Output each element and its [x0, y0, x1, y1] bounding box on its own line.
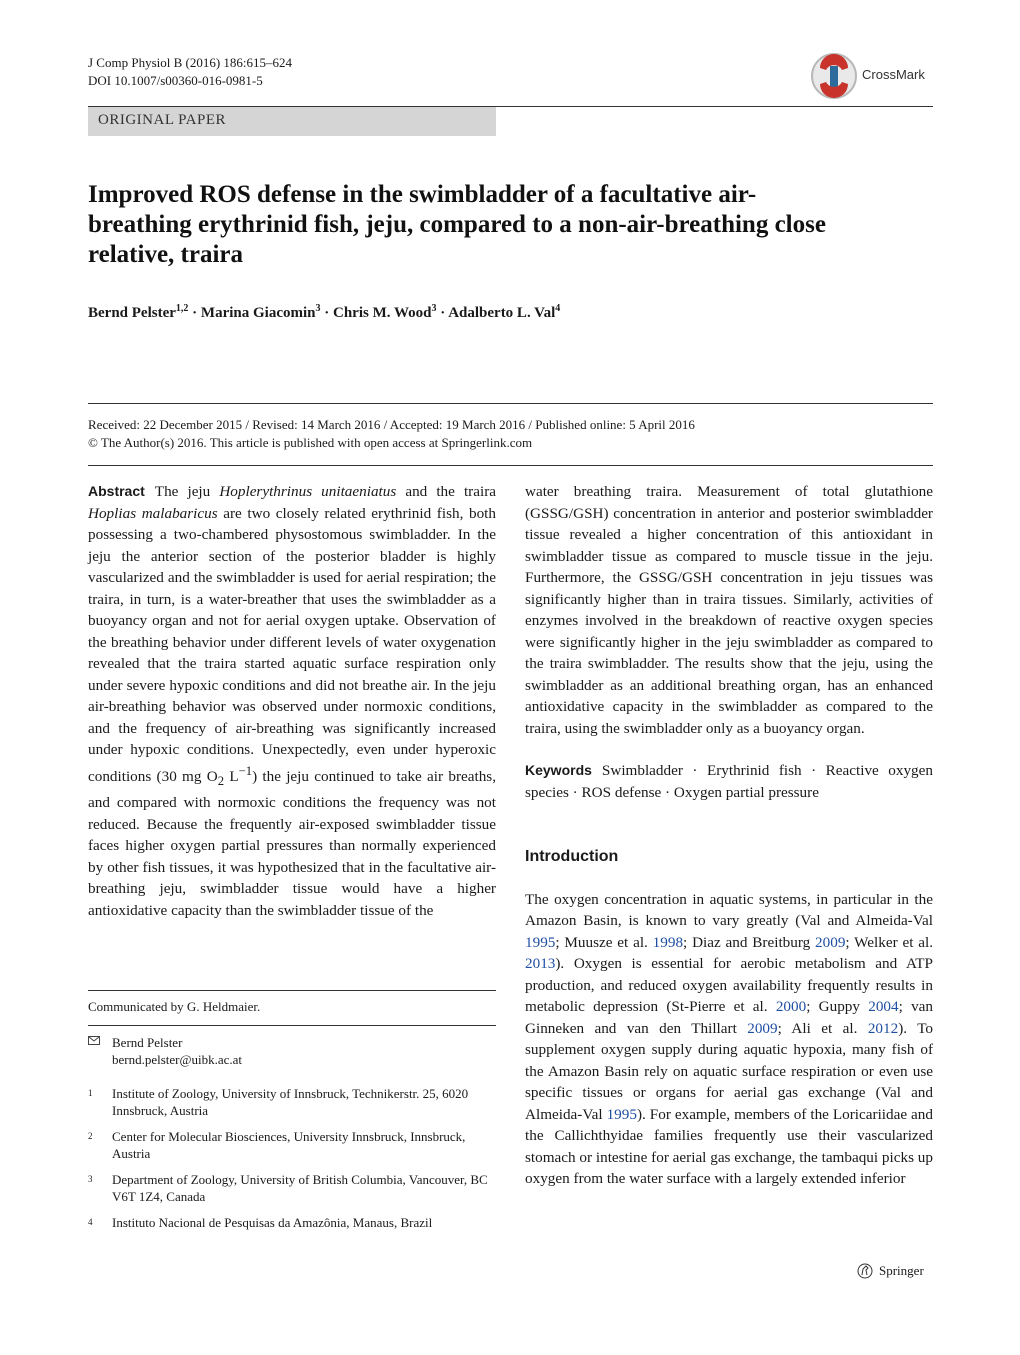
author-name[interactable]: Adalberto L. Val [448, 305, 556, 321]
envelope-icon [88, 1036, 100, 1045]
keywords-text: Swimbladder · Erythrinid fish · Reactive oxygen species · ROS defense · Oxygen partial pressure [525, 762, 933, 801]
citation-link[interactable]: 1998 [652, 933, 684, 951]
author-name[interactable]: Marina Giacomin [200, 305, 316, 321]
citation-link[interactable]: 2009 [815, 933, 846, 951]
affiliation-text: Instituto Nacional de Pesquisas da Amazônia, Manaus, Brazil [112, 1215, 433, 1230]
article-dates [88, 416, 933, 452]
crossmark-badge[interactable] [810, 52, 940, 102]
affiliation-number: 4 [88, 1217, 93, 1227]
publication-history: Received: 22 December 2015 / Revised: 14 March 2016 / Accepted: 19 March 2016 / Published online: 5 April 2016 [88, 417, 695, 432]
corresponding-name: Bernd Pelster [112, 1035, 183, 1050]
abstract-text: and the traira [396, 483, 496, 500]
subscript: 2 [217, 773, 225, 788]
affiliation-text: Department of Zoology, University of British Columbia, Vancouver, BC V6T 1Z4, Canada [112, 1172, 488, 1204]
citation-link[interactable]: 1995 [606, 1105, 637, 1123]
abstract-text: The jeju [154, 483, 220, 500]
citation-link[interactable]: 2013 [525, 955, 556, 972]
affiliation-number: 2 [88, 1131, 93, 1141]
crossmark-label: CrossMark [862, 67, 925, 82]
superscript: −1 [238, 763, 253, 778]
author-separator: · [320, 305, 333, 321]
crossmark-icon [810, 52, 858, 100]
dates-rule-bottom [88, 465, 933, 466]
citation-link[interactable]: 2000 [775, 998, 807, 1015]
springer-horse-icon [857, 1262, 873, 1280]
footnote-list [88, 1034, 496, 1234]
author-affiliation: 1,2 [175, 303, 189, 314]
journal-citation: J Comp Physiol B (2016) 186:615–624 [88, 55, 293, 70]
author-affiliation: 3 [431, 303, 437, 314]
corresponding-details [112, 1034, 492, 1068]
paper-type-band [88, 107, 496, 136]
abstract-heading: Abstract [88, 483, 145, 499]
species-name: Hoplias malabaricus [88, 504, 218, 522]
affiliation-number: 3 [88, 1174, 93, 1184]
affiliation-text: Center for Molecular Biosciences, University Innsbruck, Innsbruck, Austria [112, 1129, 466, 1161]
footnote-rule-2 [88, 1025, 496, 1026]
copyright-line: © The Author(s) 2016. This article is published with open access at Springerlink.com [88, 435, 533, 450]
abstract-paragraph: Abstract The jeju Hoplerythrinus unitaeniatus and the traira Hoplias malabaricus are two closely related erythrinid fish, both possessing a two-chambered physostomous swimbladder. In the jeju the anterior section of the posterior bladder is highly vascularized and the swimbladder is used for aerial respiration; the traira, in turn, is a water-breather that uses the swimbladder as a buoyancy organ and not for aerial oxygen uptake. Observation of the breathing behavior under different levels of water oxygenation revealed that the traira started aquatic surface respiration only under severe hypoxic conditions and did not breathe air. In the jeju air-breathing behavior was observed under normoxic conditions, and the frequency of air-breathing was significantly increased under hypoxic conditions. Unexpectedly, even under hyperoxic conditions (30 mg $O_2$ $L^{-1}$) the jeju continued to take air breaths, and compared with normoxic conditions the frequency was not reduced. Because the frequently air-exposed swimbladder tissue faces higher oxygen partial pressures than normally experienced by other fish tissues, it was hypothesized that in the facultative air-breathing jeju, swimbladder tissue would have a higher antioxidative capacity than the swimbladder tissue of the [88, 483, 496, 919]
introduction-heading: Introduction [525, 848, 619, 865]
citation-link[interactable]: 2004 [868, 998, 899, 1015]
dates-rule-top [88, 403, 933, 404]
author-separator: · [188, 305, 201, 321]
email-link[interactable]: bernd.pelster@uibk.ac.at [112, 1052, 243, 1067]
publisher-mark [857, 1262, 937, 1282]
abstract-text: are two closely related erythrinid fish, both possessing a two-chambered physostomous swimbladder. In the jeju the anterior section of the posterior bladder is highly vascularized and the swimbladder is used for aerial respiration; the traira, in turn, is a water-breather that uses the swimbladder as a buoyancy organ and not for aerial oxygen uptake. Observation of the breathing behavior under different levels of water oxygenation revealed that the traira started aquatic surface respiration only under severe hypoxic conditions and did not breathe air. In the jeju air-breathing behavior was observed under normoxic conditions, and the frequency of air-breathing was significantly increased under hypoxic conditions. Unexpectedly, even under hyperoxic conditions (30 mg O [88, 504, 496, 785]
author-separator: · [436, 305, 449, 321]
communicated-by: Communicated by G. Heldmaier. [88, 999, 261, 1014]
footnote-rule [88, 990, 496, 991]
paper-type-label: ORIGINAL PAPER [98, 112, 226, 128]
publisher-name: Springer [879, 1263, 924, 1278]
author-list [88, 298, 933, 324]
journal-header [88, 54, 292, 90]
affiliation-number: 1 [88, 1088, 93, 1098]
citation-link[interactable]: 1995 [525, 933, 556, 951]
keywords-block [525, 760, 933, 803]
affiliation-text: Institute of Zoology, University of Innsbruck, Technikerstr. 25, 6020 Innsbruck, Austria [112, 1086, 469, 1118]
author-affiliation: 3 [315, 303, 321, 314]
article-title: Improved ROS defense in the swimbladder of a facultative air-breathing erythrinid fish, jeju, compared to a non-air-breathing close relative, traira [88, 181, 826, 268]
author-name[interactable]: Bernd Pelster [88, 305, 176, 321]
abstract-left [88, 481, 496, 921]
doi[interactable]: DOI 10.1007/s00360-016-0981-5 [88, 73, 263, 88]
species-name: Hoplerythrinus unitaeniatus [219, 483, 397, 500]
citation-link[interactable]: 2012 [867, 1019, 899, 1037]
keywords-heading: Keywords [525, 762, 592, 778]
author-name[interactable]: Chris M. Wood [333, 305, 432, 321]
abstract-continuation: water breathing traira. Measurement of total glutathione (GSSG/GSH) concentration in anterior and posterior swimbladder tissue revealed a higher concentration of this antioxidant in swimbladder tissue as compared to muscle tissue in the jeju. Furthermore, the GSSG/GSH concentration in jeju tissues was significantly higher than in traira tissues. Similarly, activities of enzymes involved in the breakdown of reactive oxygen species were significantly higher in the jeju swimbladder as compared to the traira swimbladder. The results show that the jeju, using the swimbladder as an additional breathing organ, has an enhanced antioxidative capacity in the swimbladder as compared to the traira, using the swimbladder only as a buoyancy organ. [525, 483, 933, 737]
introduction-paragraph: The oxygen concentration in aquatic systems, in particular in the Amazon Basin, is known to vary greatly (Val and Almeida-Val 1995; Muusze et al. 1998; Diaz and Breitburg 2009; Welker et al. 2013). Oxygen is essential for aerobic metabolism and ATP production, and reduced oxygen availability frequently results in metabolic depression (St-Pierre et al. 2000; Guppy 2004; van Ginneken and van den Thillart 2009; Ali et al. 2012). To supplement oxygen supply during aquatic hypoxia, many fish of the Amazon Basin rely on aquatic surface respiration or even use specific tissues or organs for aerial gas exchange (Val and Almeida-Val 1995). For example, members of the Loricariidae and the Callichthyidae families frequently use their vascularized stomach or intestine for aerial gas exchange, the tambaqui picks up oxygen from the water surface with a largely extended inferior [525, 890, 934, 1187]
right-column [525, 481, 933, 1190]
author-affiliation: 4 [555, 303, 561, 314]
citation-link[interactable]: 2009 [747, 1019, 778, 1037]
